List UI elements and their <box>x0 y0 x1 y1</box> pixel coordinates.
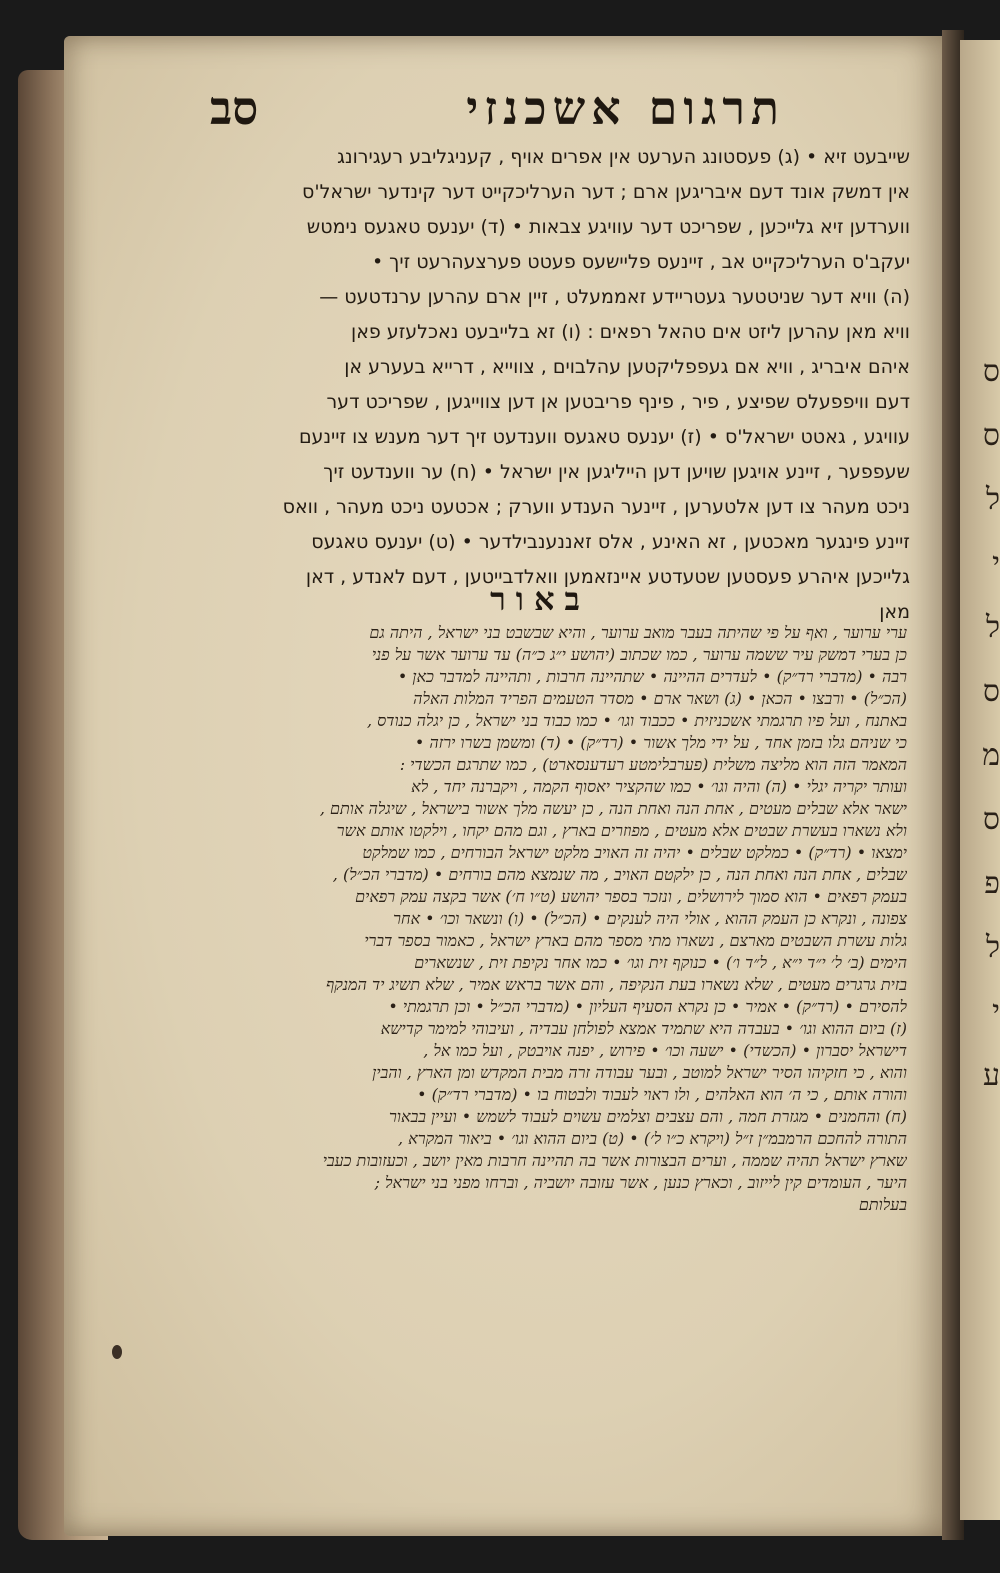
commentary-line: ועותר יקריה יגלי • (ה) והיה וגו׳ • כמו שהקציר יאסוף הקמה , ויקברנה יחד , לא <box>411 777 907 796</box>
text-line: (ה) וויא דער שניטטער געטריידע זאממעלט , זיין ארם עהרען ערנדטעט — <box>319 286 910 308</box>
commentary-line: גלות עשרת השבטים מארצם , נשארו מתי מספר מהם בארץ ישראל , כאמור בספר דברי <box>364 931 907 950</box>
commentary-line: היער , העומדים קין לייזוב , וכארץ כנען , אשר עזובה יושביה , וברחו מפני בני ישראל ; <box>374 1173 907 1192</box>
commentary-line: והוא , כי חזקיהו הסיר ישראל למוטב , ובער עבודה זרה מבית המקדש ומן הארץ , והבין <box>372 1063 907 1082</box>
text-line: שייבעט זיא • (ג) פעסטונג הערעט אין אפרים אויף , קעניגליבע רעגירונג <box>337 146 910 168</box>
commentary-line: צפונה , ונקרא כן העמק ההוא , אולי היה לענקים • (הכ״ל) • (ו) ונשאר וכו׳ • אחר <box>393 909 907 928</box>
text-line: גלייכען איהרע פעסטען שטעדטע איינזאמען וואלדבייטען , דעם לאנדע , דאן <box>305 566 910 588</box>
page-title: תרגום אשכנזי <box>466 81 785 135</box>
commentary-line: כי שניהם גלו בזמן אחד , על ידי מלך אשור • (רד״ק) • (ד) ומשמן בשרו ירזה • <box>414 733 907 752</box>
page-header <box>200 78 880 148</box>
text-line: דעם וויפפעלס שפיצע , פיר , פינף פריבטען אן דען צווייגען , שפריכט דער <box>326 391 910 413</box>
text-line: וויא מאן עהרען ליזט אים טהאל רפאים : (ו) זא בלייבעט נאכלעזע פאן <box>351 321 910 343</box>
commentary-text-block <box>112 622 907 1216</box>
text-line: שעפפער , זיינע אויגען שויען דען הייליגען אין ישראל • (ח) ער ווענדעט זיך <box>323 461 910 483</box>
commentary-line: להסירם • (רד״ק) • אמיר • כן נקרא הסעיף העליון • (מדברי הכ״ל • וכן תרגמתי • <box>388 997 907 1016</box>
translation-text-block <box>220 140 910 630</box>
commentary-line: ולא נשארו בעשרת שבטים אלא מעטים , מפוזרים בארץ , וגם מהם יקחו , וילקטו אותם אשר <box>336 821 907 840</box>
commentary-line: המאמר הזה הוא מליצה משלית (פערבלימטע רעדענסארט) , כמו שתרגם הכשדי : <box>399 755 907 774</box>
commentary-line: בעמק רפאים • הוא סמוך לירושלים , ונזכר בספר יהושע (ט״ו ח׳) אשר בקצה עמק רפאים <box>355 887 907 906</box>
text-line: ניכט מעהר צו דען אלטערען , זיינער הענדע ווערק ; אכטעט ניכט מעהר , וואס <box>282 496 910 518</box>
text-line: זיינע פינגער מאכטען , זא האינע , אלס זאננענבילדער • (ט) יענעס טאגעס <box>311 531 910 553</box>
commentary-line: התורה להחכם הרמבמ״ן ז״ל (ויקרא כ״ו ל׳) • (ט) ביום ההוא וגו׳ • ביאור המקרא , <box>398 1129 907 1148</box>
commentary-line: (ח) והחמנים • מגזרת חמה , והם עצבים וצלמים עשוים לעבוד לשמש • ועיין בבאור <box>389 1107 907 1126</box>
commentary-line: בעלותם <box>858 1195 907 1214</box>
section-heading: באור <box>490 580 590 618</box>
text-line: אין דמשק אונד דעם איבריגען ארם ; דער הערליכקייט דער קינדער ישראל'ס <box>302 181 910 203</box>
text-line: עוויגע , גאטט ישראל'ס • (ז) יענעס טאגעס ווענדעט זיך דער מענש צו זיינעם <box>298 426 910 448</box>
ink-stain <box>112 1345 122 1359</box>
text-line: מאן <box>879 601 910 623</box>
commentary-line: כן בערי דמשק עיר ששמה ערוער , כמו שכתוב (יהושע י״ג כ״ה) עד ערוער אשר על פני <box>371 645 907 664</box>
facing-page-text-fragments: ס ס ל י ל ס מ ס פ ל י ע <box>982 354 1000 1093</box>
text-line: איהם איבריג , וויא אם געפפליקטען עהלבוים , צווייא , דרייא בעערע אן <box>344 356 910 378</box>
commentary-line: רבה • (מדברי רד״ק) • לעדרים ההיינה • שתהיינה חרבות , ותהיינה למדבר כאן • <box>397 667 907 686</box>
commentary-line: הימים (ב׳ ל׳ י״ד י״א , ל״ד ו׳) • כנוקף זית וגו׳ • כמו אחר נקיפת זית , שנשארים <box>414 953 907 972</box>
commentary-line: ימצאו • (רד״ק) • כמלקט שבלים • יהיה זה האויב מלקט ישראל הבורחים , כמו שמלקט <box>362 843 907 862</box>
commentary-line: בזית גרגרים מעטים , שלא נשארו בעת הנקיפה , והם אשר בראש אמיר , שלא תשיג יד המנקף <box>325 975 907 994</box>
commentary-line: ישאר אלא שבלים מעטים , אחת הנה ואחת הנה , כן יעשה מלך אשור בישראל , שיגלה אותם , <box>319 799 907 818</box>
text-line: ווערדען זיא גלייכען , שפריכט דער עוויגע צבאות • (ד) יענעס טאגעס נימטש <box>306 216 910 238</box>
commentary-line: (הכ״ל) • ורבצו • הכאן • (ג) ושאר ארם • מסדר הטעמים הפריד המלות האלה <box>413 689 907 708</box>
commentary-line: (ז) ביום ההוא וגו׳ • בעבדה היא שתמיד אמצא לפולחן עבדיה , ועיבוהי למימר קדישא <box>380 1019 907 1038</box>
commentary-line: שבלים , אחת הנה ואחת הנה , כן ילקטם האויב , מה שנמצא מהם בורחים • (מדברי הכ״ל) , <box>332 865 907 884</box>
commentary-line: ערי ערוער , ואף על פי שהיתה בעבר מואב ערוער , והיא שבשבט בני ישראל , היתה גם <box>369 623 907 642</box>
commentary-line: באתנח , ועל פיו תרגמתי אשכניזית • ככבוד וגו׳ • כמו כבוד בני ישראל , כן יגלה כנודס , <box>366 711 907 730</box>
folio-number: סב <box>210 81 259 135</box>
commentary-line: והורה אותם , כי ה׳ הוא האלהים , ולו ראוי לעבוד ולבטוח בו • (מדברי רד״ק) • <box>417 1085 907 1104</box>
commentary-line: שארץ ישראל תהיה שממה , וערים הבצורות אשר בה תהיינה חרבות מאין יושב , וכעזובות כעבי <box>322 1151 907 1170</box>
commentary-line: דישראל יסברון • (הכשדי) • ישעה וכו׳ • פירוש , יפנה אויבטק , ועל כמו אל , <box>423 1041 907 1060</box>
text-line: יעקב'ס הערליכקייט אב , זיינעס פליישעס פעטט פערצעהרעט זיך • <box>371 251 910 273</box>
facing-page-edge <box>960 40 1000 1520</box>
